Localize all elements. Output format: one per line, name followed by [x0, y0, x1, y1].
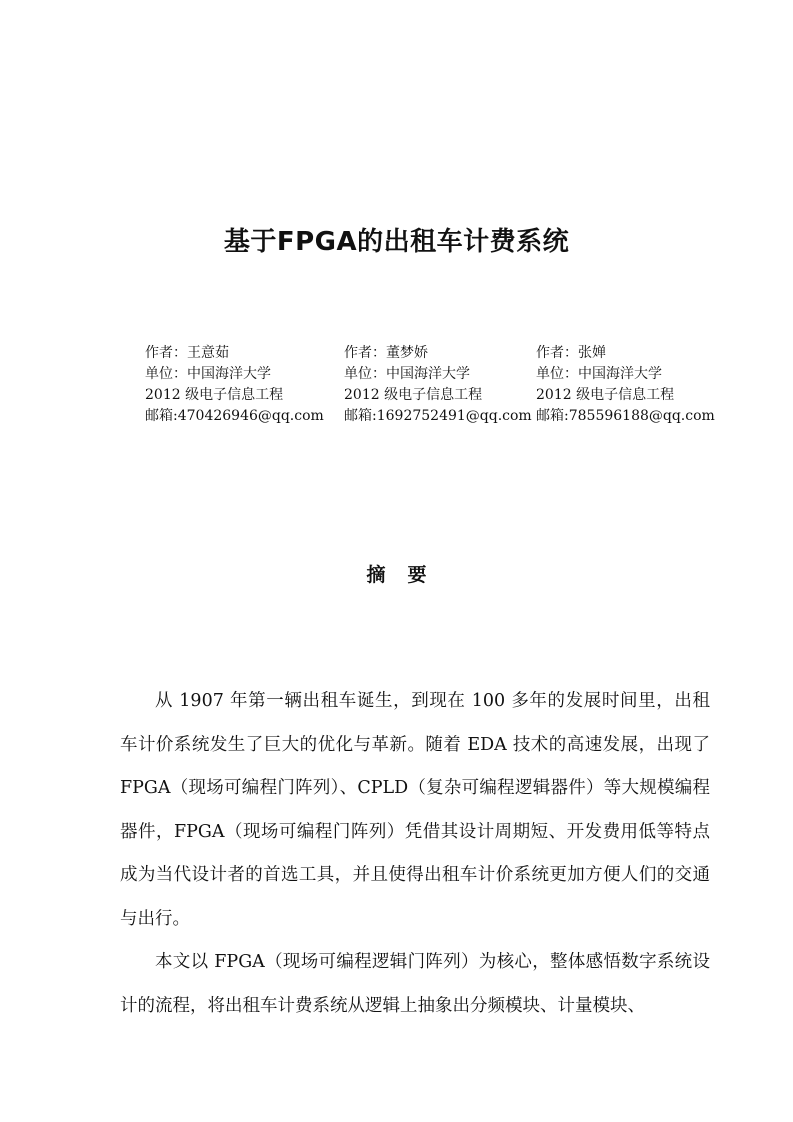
- author-email: 邮箱:470426946@qq.com: [145, 408, 324, 424]
- author-major: 2012 级电子信息工程: [536, 387, 675, 403]
- abstract-paragraph: 本文以 FPGA（现场可编程逻辑门阵列）为核心，整体感悟数字系统设计的流程，将出租车计费系统从逻辑上抽象出分频模块、计量模块、: [120, 952, 710, 1016]
- author-unit: 单位：中国海洋大学: [145, 366, 271, 382]
- author-major: 2012 级电子信息工程: [344, 387, 483, 403]
- author-major: 2012 级电子信息工程: [145, 387, 284, 403]
- author-2: [344, 343, 532, 427]
- document-title: 基于FPGA的出租车计费系统: [223, 227, 570, 257]
- author-unit: 单位：中国海洋大学: [536, 366, 662, 382]
- author-unit: 单位：中国海洋大学: [344, 366, 470, 382]
- author-name: 作者：董梦娇: [344, 345, 428, 361]
- author-3: [536, 343, 715, 427]
- abstract-heading: 摘要: [366, 564, 449, 586]
- author-name: 作者：王意茹: [145, 345, 229, 361]
- abstract-body: [120, 680, 710, 1028]
- abstract-paragraph: 从 1907 年第一辆出租车诞生，到现在 100 多年的发展时间里，出租车计价系统发生了巨大的优化与革新。随着 EDA 技术的高速发展，出现了 FPGA（现场可编程门阵列）、CPLD（复杂可编程逻辑器件）等大规模编程器件，FPGA（现场可编程门阵列）凭借其设计周期短、开发费用低等特点成为当代设计者的首选工具，并且使得出租车计价系统更加方便人们的交通与出行。: [120, 691, 710, 929]
- author-email: 邮箱:785596188@qq.com: [536, 408, 715, 424]
- author-name: 作者：张婵: [536, 345, 606, 361]
- author-email: 邮箱:1692752491@qq.com: [344, 408, 532, 424]
- author-info: [0, 343, 793, 443]
- author-1: [145, 343, 324, 427]
